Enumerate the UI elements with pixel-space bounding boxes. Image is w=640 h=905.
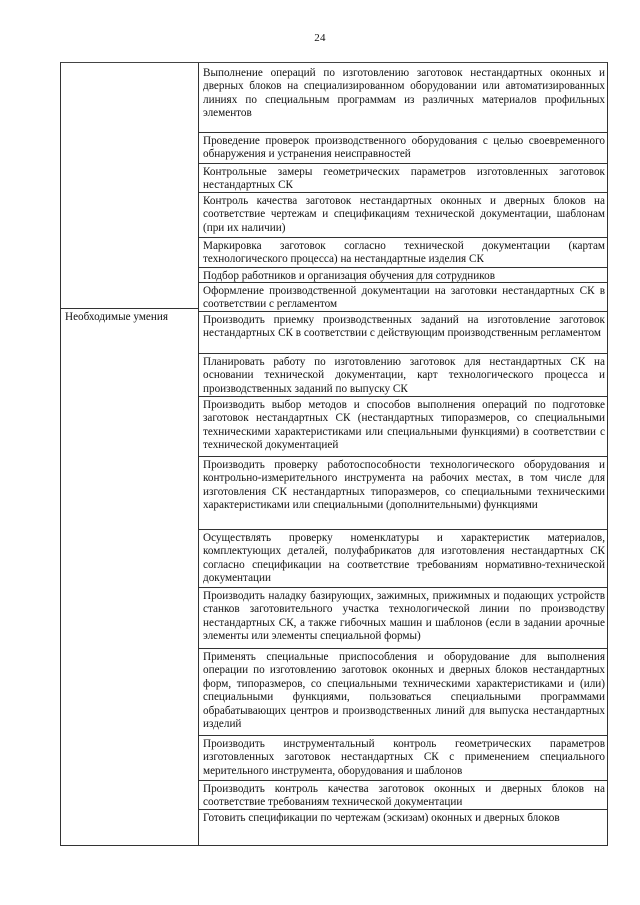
table-row: Проведение проверок производственного оборудования с целью своевременного обнаружения и устранения неисправностей xyxy=(199,133,607,164)
table-row: Оформление производственной документации на заготовки нестандартных СК в соответствии с регламентом xyxy=(199,283,607,312)
table-row: Контроль качества заготовок нестандартных оконных и дверных блоков на соответствие чертежам и спецификациям технической документации, шаблонам (при их наличии) xyxy=(199,193,607,238)
table-row: Производить наладку базирующих, зажимных, прижимных и подающих устройств станков заготовительного участка технологической линии по производству нестандартных СК, а также гибочных машин и шаблонов (если в задании арочные элементы или элементы специальной формы) xyxy=(199,588,607,649)
table-row: Производить выбор методов и способов выполнения операций по подготовке заготовок нестандартных СК (нестандартных типоразмеров, со специальными техническими характеристиками или специальными функциями) в соответствии с технической документацией xyxy=(199,397,607,457)
table-row: Производить контроль качества заготовок оконных и дверных блоков на соответствие требованиям технической документации xyxy=(199,781,607,810)
table-row: Производить проверку работоспособности технологического оборудования и контрольно-измерительного инструмента на рабочих местах, в том числе для изготовления СК нестандартных типоразмеров, со специальными техническими характеристиками или специальными (дополнительными) функциями xyxy=(199,457,607,530)
table-row: Маркировка заготовок согласно технической документации (картам технологического процесса) на нестандартные изделия СК xyxy=(199,238,607,268)
table-row: Планировать работу по изготовлению заготовок для нестандартных СК на основании технической документации, карт технологического процесса и производственных заданий по выпуску СК xyxy=(199,354,607,397)
table-row: Подбор работников и организация обучения для сотрудников xyxy=(199,268,607,283)
table-row: Готовить спецификации по чертежам (эскизам) оконных и дверных блоков xyxy=(203,812,560,824)
section-divider xyxy=(61,308,198,309)
table-row: Контрольные замеры геометрических параметров изготовленных заготовок нестандартных СК xyxy=(199,164,607,193)
section-label-required-skills: Необходимые умения xyxy=(65,311,168,323)
table-row: Выполнение операций по изготовлению заготовок нестандартных оконных и дверных блоков на специализированном оборудовании или автоматизированных линиях по специальным программам из различных материалов профильных элементов xyxy=(199,65,607,133)
page-number: 24 xyxy=(314,32,326,44)
table-rows xyxy=(199,65,607,845)
table-row: Производить инструментальный контроль геометрических параметров изготовленных заготовок нестандартных СК с применением специального мерительного инструмента, оборудования и шаблонов xyxy=(199,736,607,781)
table-row: Производить приемку производственных заданий на изготовление заготовок нестандартных СК в соответствии с действующим производственным регламентом xyxy=(199,312,607,354)
skills-table xyxy=(60,62,608,846)
table-row: Осуществлять проверку номенклатуры и характеристик материалов, комплектующих деталей, полуфабрикатов для изготовления нестандартных СК согласно спецификации на соответствие требованиям нормативно-технической документации xyxy=(199,530,607,588)
table-row: Применять специальные приспособления и оборудование для выполнения операции по изготовлению заготовок оконных и дверных блоков нестандартных форм, типоразмеров, со специальными техническими характеристиками и (или) специальными функциями, пользоваться специальными программами обрабатывающих центров и производственных линий для выпуска нестандартных изделий xyxy=(199,649,607,736)
